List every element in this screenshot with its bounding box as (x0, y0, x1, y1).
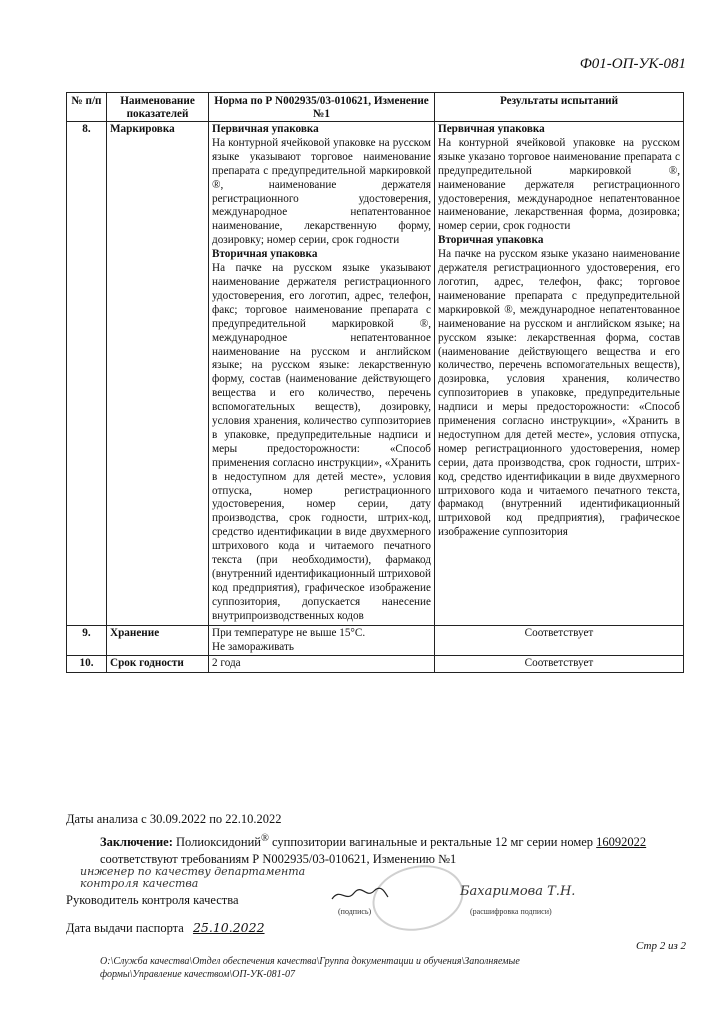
batch-number: 16092022 (596, 835, 647, 850)
table-header-row (67, 93, 684, 122)
norm-secondary-title: Вторичная упаковка (212, 248, 318, 261)
name-caption: (расшифровка подписи) (470, 907, 552, 916)
result-cell (435, 122, 684, 626)
row-number: 9. (67, 625, 107, 656)
norm-cell (209, 625, 435, 656)
signer-name: Бахаримова Т.Н. (460, 884, 576, 899)
row-number: 10. (67, 656, 107, 673)
norm-line: Не замораживать (212, 640, 294, 653)
result-primary-text: На контурной ячейковой упаковке на русском языке указано торговое наименование препарата с предупредительной маркировкой ®, наименование держателя регистрационного удостоверения, международное непатентованное наименование, лекарственная форма, дозировка; номер серии, срок годности (438, 136, 680, 233)
header-norm: Норма по Р N002935/03-010621, Изменение №1 (209, 93, 435, 122)
manager-label: Руководитель контроля качества (66, 893, 239, 907)
analysis-dates: Даты анализа с 30.09.2022 по 22.10.2022 (66, 812, 282, 826)
norm-line: При температуре не выше 15°С. (212, 626, 366, 639)
file-path: O:\Служба качества\Отдел обеспечения качества\Группа документации и обучения\Заполняемые формы\Управление качеством\ОП-УК-081-07 (100, 956, 520, 980)
document-id: Ф01-ОП-УК-081 (579, 56, 686, 72)
result-cell: Соответствует (435, 656, 684, 673)
issue-date-label: Дата выдачи паспорта (66, 921, 184, 935)
result-primary-title: Первичная упаковка (438, 123, 545, 135)
issue-date: 25.10.2022 (192, 920, 265, 935)
row-name: Срок годности (107, 656, 209, 673)
signature-image (330, 885, 390, 905)
header-name: Наименование показателей (107, 93, 209, 122)
norm-primary-text: На контурной ячейковой упаковке на русском языке указывают торговое наименование препарата с предупредительной маркировкой ®, наименование держателя регистрационного удостоверения, международное непатентованное наименование, лекарственную форму, дозировку; номер серии, срок годности (212, 136, 431, 247)
header-num: № п/п (67, 93, 107, 122)
row-name: Хранение (107, 625, 209, 656)
result-secondary-title: Вторичная упаковка (438, 234, 544, 247)
row-number: 8. (67, 122, 107, 626)
result-cell: Соответствует (435, 625, 684, 656)
product-name: Полиоксидоний (175, 835, 261, 850)
conclusion-text: суппозитории вагинальные и ректальные 12 мг серии номер (268, 835, 597, 850)
conclusion-label: Заключение: (100, 835, 173, 850)
table-row (67, 625, 684, 656)
handwritten-position: инженер по качеству департамента контроля качества (80, 865, 306, 890)
header-result: Результаты испытаний (435, 93, 684, 122)
norm-cell (209, 122, 435, 626)
page-number: Стр 2 из 2 (636, 940, 686, 952)
table-row (67, 656, 684, 673)
norm-secondary-text: На пачке на русском языке указывают наименование держателя регистрационного удостоверения, его логотип, адрес, телефон, факс; торговое наименование препарата с предупредительной маркировкой ®, международное непатентованное наименование на русском и английском языке; на русском языке: лекарственную форму, состав (наименование действующего вещества и его количество, перечень вспомогательных веществ), дозировку, условия хранения, количество суппозиториев в упаковке, предупредительные надписи и меры предосторожности: «Способ применения согласно инструкции», «Хранить в недоступном для детей месте», условия отпуска, номер регистрационного удостоверения, номер серии, дату производства, срок годности, штрих-код, средство идентификации в виде двухмерного штрихового кода и читаемого печатного текста (при необходимости), фармакод (внутренний идентификационный штриховой код предприятия), графическое изображение суппозитория, допускается нанесение внутрипроизводственных кодов (212, 262, 431, 622)
table-row (67, 122, 684, 626)
conclusion: Заключение: Полиоксидоний® суппозитории вагинальные и ректальные 12 мг серии номер 16092022 соответствуют требованиям Р N002935/03-010621, Изменению №1 (100, 833, 647, 867)
specification-table (66, 92, 684, 673)
norm-primary-title: Первичная упаковка (212, 123, 319, 135)
row-name: Маркировка (107, 122, 209, 626)
issue-date-line (66, 920, 265, 936)
conclusion-compliance: соответствуют требованиям Р N002935/03-010621, Изменению №1 (100, 852, 457, 867)
signature-caption: (подпись) (338, 907, 372, 916)
norm-cell: 2 года (209, 656, 435, 673)
result-secondary-text: На пачке на русском языке указано наименование держателя регистрационного удостоверения, его логотип, адрес, телефон, факс; торговое наименование препарата с предупредительной маркировкой ®, международное непатентованное наименование на русском и английском языке; на русском языке: лекарственная форма, состав (наименование действующего вещества и его количество, перечень вспомогательных веществ), дозировка, условия хранения, количество суппозиториев в упаковке, предупредительные надписи и меры предосторожности: «Способ применения согласно инструкции», «Хранить в недоступном для детей месте», условия отпуска, номер регистрационного удостоверения, номер серии, дата производства, срок годности, штрих-код, средство идентификации в виде двухмерного штрихового кода и читаемого печатного текста, фармакод (внутренний идентификационный штриховой код предприятия), графическое изображение суппозитория (438, 248, 680, 539)
